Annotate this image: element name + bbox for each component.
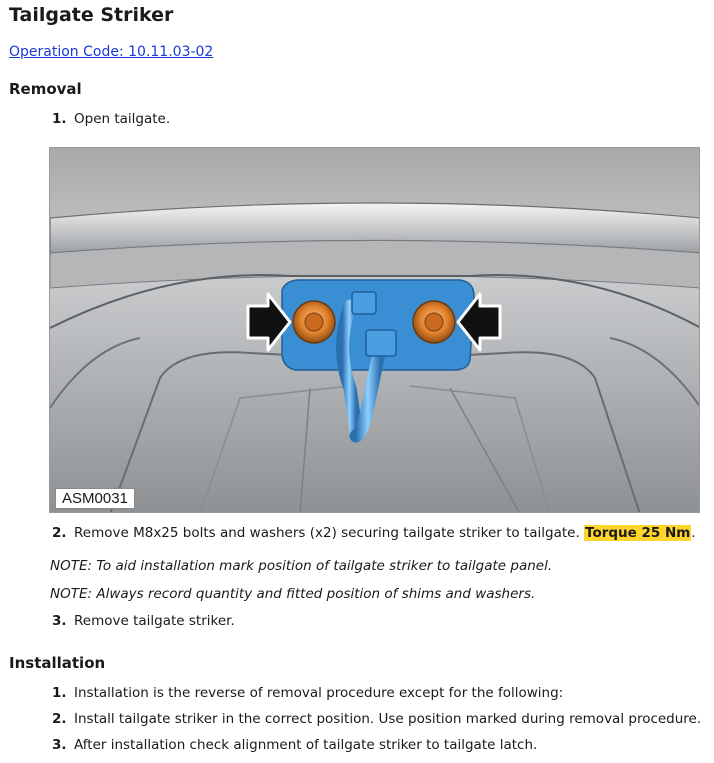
step-number: 3. [52, 613, 67, 629]
installation-step-3 [52, 737, 537, 753]
step-number: 2. [52, 525, 67, 541]
removal-heading: Removal [9, 80, 82, 98]
step-number: 1. [52, 685, 67, 701]
torque-badge: Torque 25 Nm [585, 525, 691, 541]
operation-code-link[interactable]: Operation Code: 10.11.03-02 [9, 44, 214, 60]
step-text: Remove tailgate striker. [74, 613, 235, 629]
note-mark-position: NOTE: To aid installation mark position of tailgate striker to tailgate panel. [50, 558, 553, 574]
step-text: Install tailgate striker in the correct position. Use position marked during removal procedure. [74, 711, 702, 727]
installation-step-2 [52, 711, 701, 727]
installation-heading: Installation [9, 654, 106, 672]
step-number: 2. [52, 711, 67, 727]
installation-step-1 [52, 685, 563, 701]
removal-step-3 [52, 613, 235, 629]
tailgate-striker-illustration [49, 147, 700, 513]
removal-step-1 [52, 111, 170, 127]
step-text: Installation is the reverse of removal procedure except for the following: [74, 685, 564, 701]
figure-label: ASM0031 [55, 488, 135, 509]
page-title: Tailgate Striker [9, 4, 174, 26]
striker-diagram [50, 148, 700, 513]
step-text: After installation check alignment of tailgate striker to tailgate latch. [74, 737, 538, 753]
removal-step-2 [52, 525, 696, 541]
step-text: Open tailgate. [74, 111, 171, 127]
step-number: 3. [52, 737, 67, 753]
step-text: Remove M8x25 bolts and washers (x2) securing tailgate striker to tailgate. Torque 25 Nm. [74, 525, 696, 541]
step-number: 1. [52, 111, 67, 127]
note-shims-washers: NOTE: Always record quantity and fitted position of shims and washers. [50, 586, 536, 602]
